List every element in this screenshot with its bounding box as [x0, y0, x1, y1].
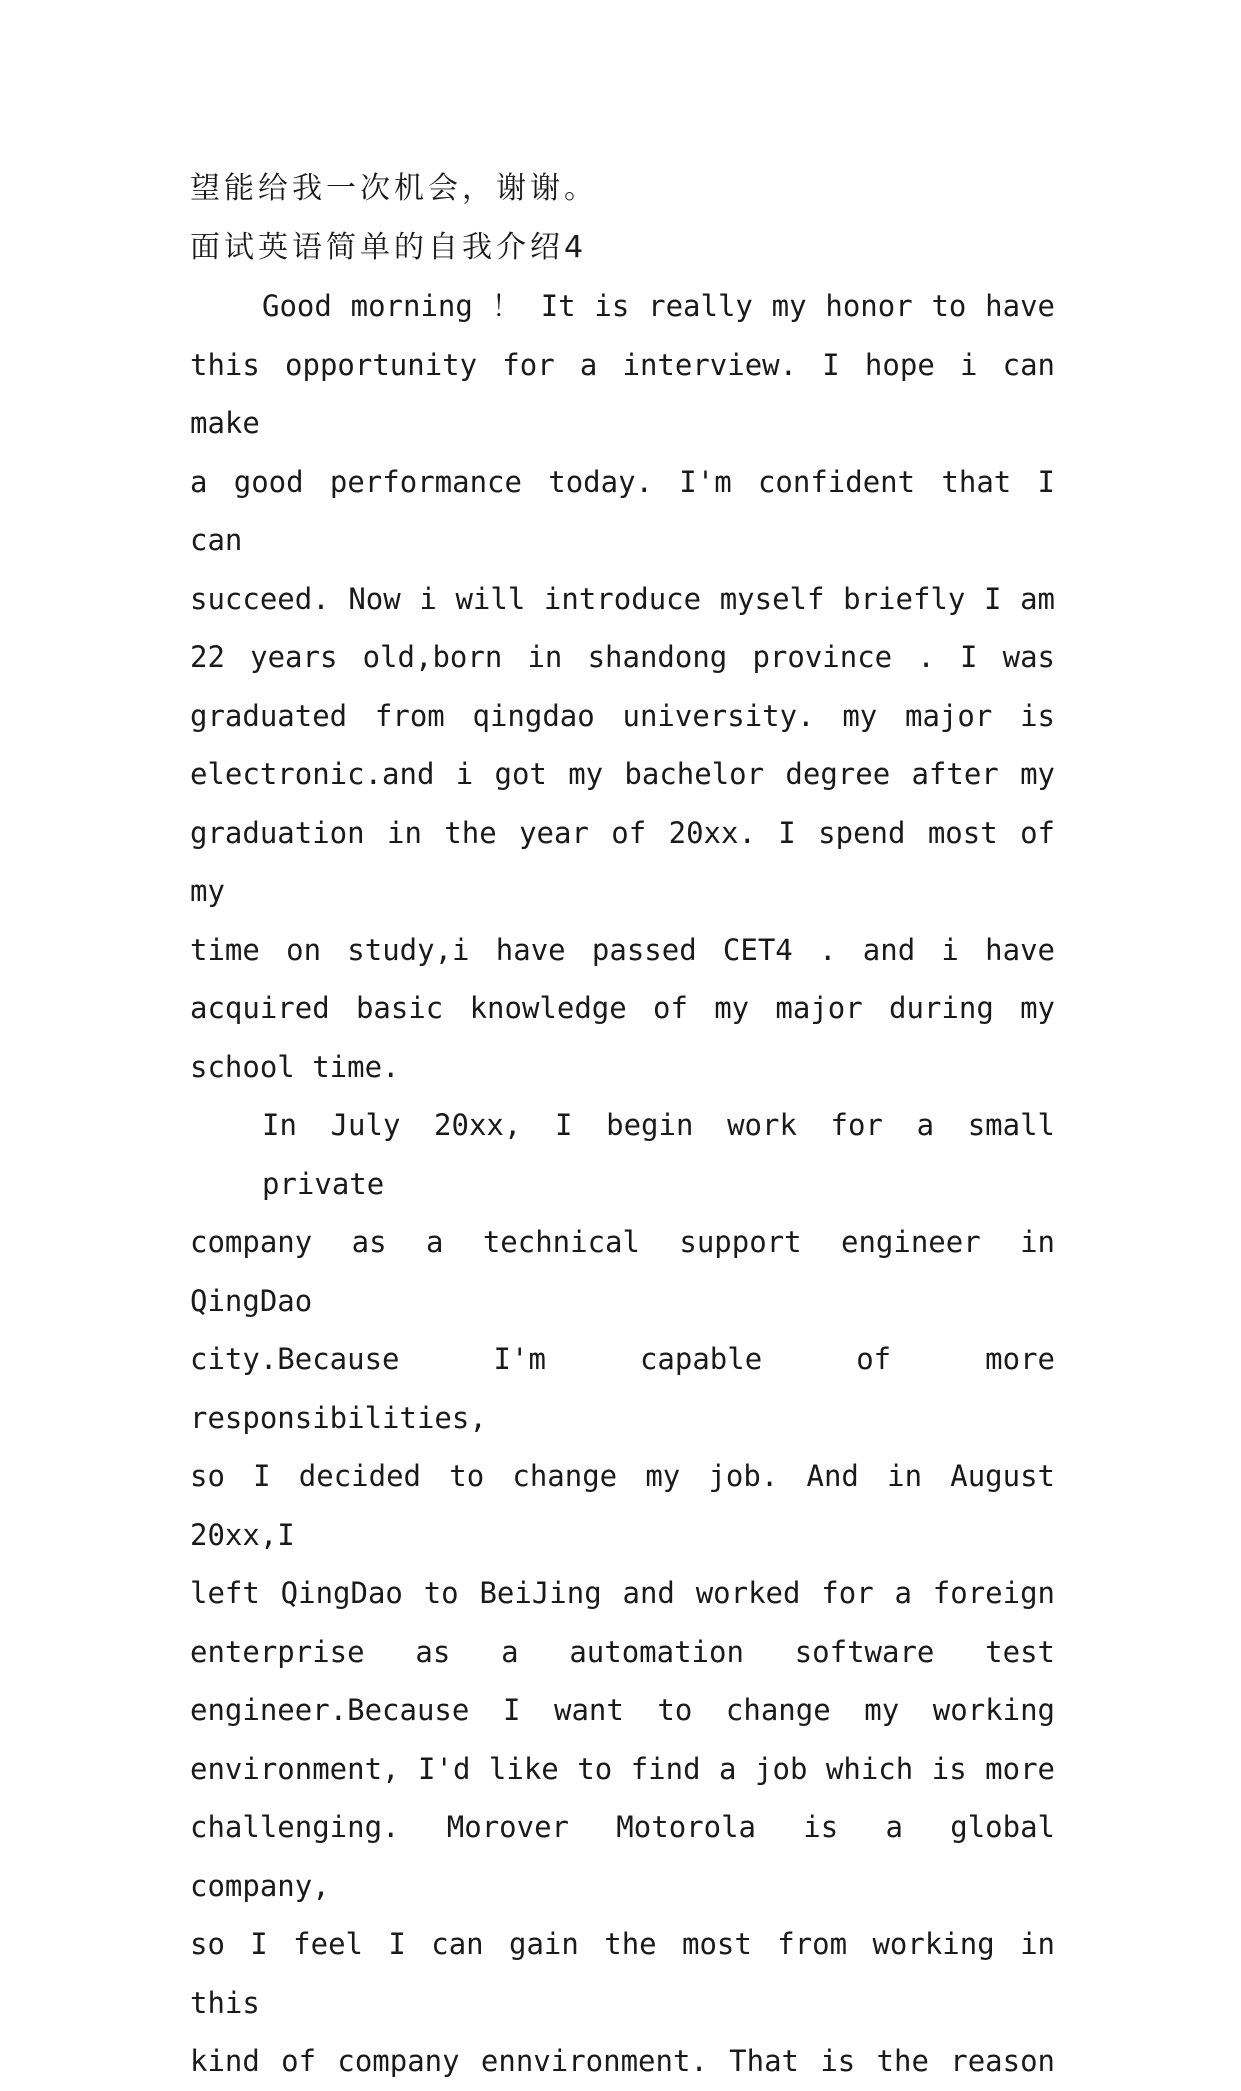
paragraph-line: graduated from qingdao university. my major is — [190, 698, 1055, 733]
paragraph-line: electronic.and i got my bachelor degree after my — [190, 757, 1055, 791]
paragraph-line: engineer.Because I want to change my working — [190, 1693, 1055, 1727]
paragraph-line: acquired basic knowledge of my major during my — [190, 991, 1055, 1025]
section-title: 面试英语简单的自我介绍4 — [190, 229, 588, 265]
document-page — [190, 160, 1055, 2091]
paragraph-line: Good morning ！ It is really my honor to have — [262, 289, 1055, 323]
paragraph-line: time on study,i have passed CET4 . and i have — [190, 932, 1055, 967]
paragraph-line: this opportunity for a interview. I hope i can make — [190, 347, 1055, 440]
paragraph-line: left QingDao to BeiJing and worked for a foreign — [190, 1576, 1055, 1610]
paragraph-line: In July 20xx, I begin work for a small private — [262, 1108, 1055, 1201]
paragraph-line: school time. — [190, 1049, 400, 1084]
paragraph-line: so I decided to change my job. And in August 20xx,I — [190, 1459, 1055, 1552]
paragraph-line: company as a technical support engineer in QingDao — [190, 1225, 1055, 1318]
paragraph-line: a good performance today. I'm confident that I can — [190, 464, 1055, 557]
paragraph-line: kind of company ennvironment. That is the reason — [190, 2044, 1055, 2078]
paragraph-line: 22 years old,born in shandong province . I was — [190, 640, 1055, 674]
paragraph-line: succeed. Now i will introduce myself briefly I am — [190, 581, 1055, 616]
paragraph-line: graduation in the year of 20xx. I spend most of my — [190, 815, 1055, 908]
paragraph-line: environment, I'd like to find a job which is more — [190, 1751, 1055, 1786]
paragraph-line: challenging. Morover Motorola is a global company, — [190, 1810, 1055, 1903]
closing-line: 望能给我一次机会，谢谢。 — [190, 171, 598, 206]
paragraph-line: city.Because I'm capable of more responsibilities, — [190, 1342, 1055, 1435]
paragraph-2 — [190, 1096, 1055, 2091]
paragraph-line: enterprise as a automation software test — [190, 1634, 1055, 1669]
paragraph-line: so I feel I can gain the most from working in this — [190, 1927, 1055, 2020]
paragraph-1 — [190, 277, 1055, 1096]
